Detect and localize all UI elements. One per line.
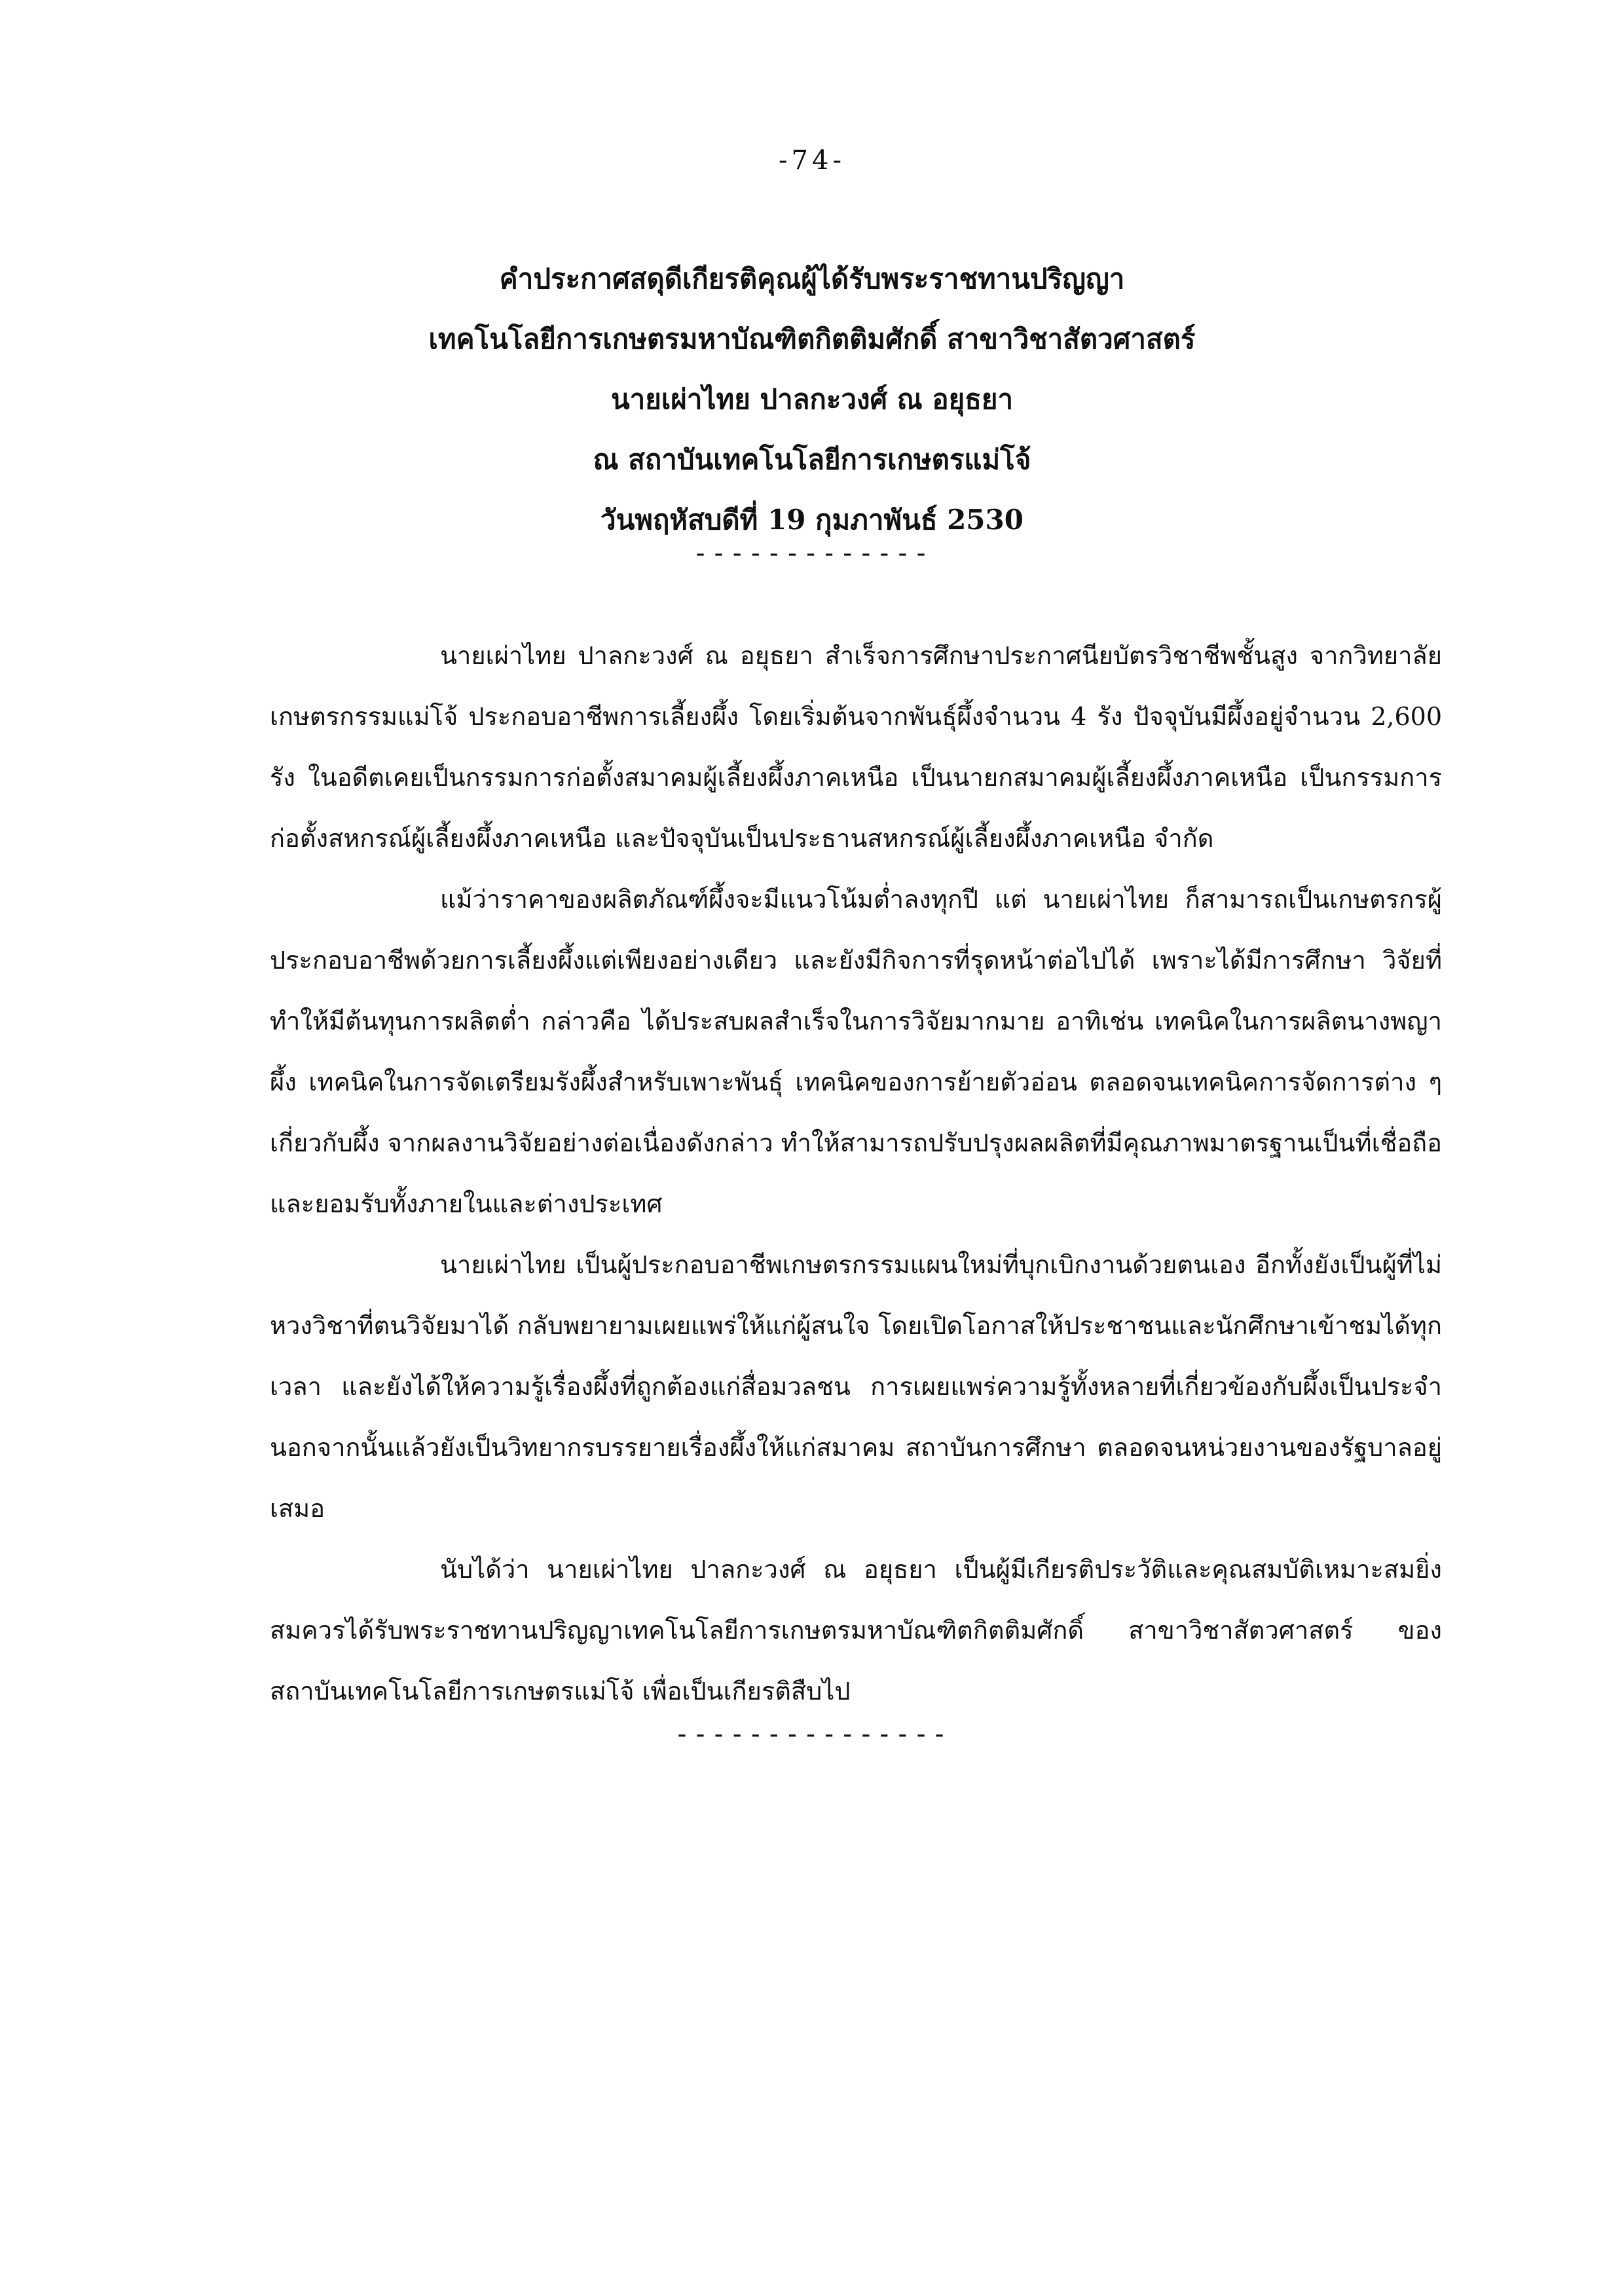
title-line-3: นายเผ่าไทย ปาลกะวงศ์ ณ อยุธยา <box>610 383 1014 415</box>
paragraph-1: นายเผ่าไทย ปาลกะวงศ์ ณ อยุธยา สำเร็จการศึกษาประกาศนียบัตรวิชาชีพชั้นสูง จากวิทยาลัยเกษตรกรรมแม่โจ้ ประกอบอาชีพการเลี้ยงผึ้ง โดยเริ่มต้นจากพันธุ์ผึ้งจำนวน 4 รัง ปัจจุบันมีผึ้งอยู่จำนวน 2,600 รัง ในอดีตเคยเป็นกรรมการก่อตั้งสมาคมผู้เลี้ยงผึ้งภาคเหนือ เป็นนายกสมาคมผู้เลี้ยงผึ้งภาคเหนือ เป็นกรรมการก่อตั้งสหกรณ์ผู้เลี้ยงผึ้งภาคเหนือ และปัจจุบันเป็นประธานสหกรณ์ผู้เลี้ยงผึ้งภาคเหนือ จำกัด <box>270 641 1442 853</box>
paragraph-4: นับได้ว่า นายเผ่าไทย ปาลกะวงศ์ ณ อยุธยา เป็นผู้มีเกียรติประวัติและคุณสมบัติเหมาะสมยิ่งสมควรได้รับพระราชทานปริญญาเทคโนโลยีการเกษตรมหาบัณฑิตกิตติมศักดิ์ สาขาวิชาสัตวศาสตร์ ของสถาบันเทคโนโลยีการเกษตรแม่โจ้ เพื่อเป็นเกียรติสืบไป <box>270 1555 1442 1706</box>
title-line-1: คำประกาศสดุดีเกียรติคุณผู้ได้รับพระราชทานปริญญา <box>499 263 1125 295</box>
divider-top: ------------- <box>692 538 932 569</box>
title-line-4: ณ สถาบันเทคโนโลยีการเกษตรแม่โจ้ <box>593 443 1031 476</box>
title-line-5: วันพฤหัสบดีที่ 19 กุมภาพันธ์ 2530 <box>600 504 1024 536</box>
body-text <box>270 625 1442 1722</box>
page-number: -74- <box>779 145 845 176</box>
title-line-2: เทคโนโลยีการเกษตรมหาบัณฑิตกิตติมศักดิ์ สาขาวิชาสัตวศาสตร์ <box>428 323 1196 355</box>
paragraph-3: นายเผ่าไทย เป็นผู้ประกอบอาชีพเกษตรกรรมแผนใหม่ที่บุกเบิกงานด้วยตนเอง อีกทั้งยังเป็นผู้ที่ไม่หวงวิชาที่ตนวิจัยมาได้ กลับพยายามเผยแพร่ให้แก่ผู้สนใจ โดยเปิดโอกาสให้ประชาชนและนักศึกษาเข้าชมได้ทุกเวลา และยังได้ให้ความรู้เรื่องผึ้งที่ถูกต้องแก่สื่อมวลชน การเผยแพร่ความรู้ทั้งหลายที่เกี่ยวข้องกับผึ้งเป็นประจำ นอกจากนั้นแล้วยังเป็นวิทยากรบรรยายเรื่องผึ้งให้แก่สมาคม สถาบันการศึกษา ตลอดจนหน่วยงานของรัฐบาลอยู่เสมอ <box>270 1250 1442 1523</box>
title-block <box>0 249 1624 550</box>
paragraph-2: แม้ว่าราคาของผลิตภัณฑ์ผึ้งจะมีแนวโน้มต่ำลงทุกปี แต่ นายเผ่าไทย ก็สามารถเป็นเกษตรกรผู้ประกอบอาชีพด้วยการเลี้ยงผึ้งแต่เพียงอย่างเดียว และยังมีกิจการที่รุดหน้าต่อไปได้ เพราะได้มีการศึกษา วิจัยที่ทำให้มีต้นทุนการผลิตต่ำ กล่าวคือ ได้ประสบผลสำเร็จในการวิจัยมากมาย อาทิเช่น เทคนิคในการผลิตนางพญาผึ้ง เทคนิคในการจัดเตรียมรังผึ้งสำหรับเพาะพันธุ์ เทคนิคของการย้ายตัวอ่อน ตลอดจนเทคนิคการจัดการต่าง ๆ เกี่ยวกับผึ้ง จากผลงานวิจัยอย่างต่อเนื่องดังกล่าว ทำให้สามารถปรับปรุงผลผลิตที่มีคุณภาพมาตรฐานเป็นที่เชื่อถือและยอมรับทั้งภายในและต่างประเทศ <box>270 885 1443 1218</box>
divider-bottom: --------------- <box>674 1719 950 1749</box>
